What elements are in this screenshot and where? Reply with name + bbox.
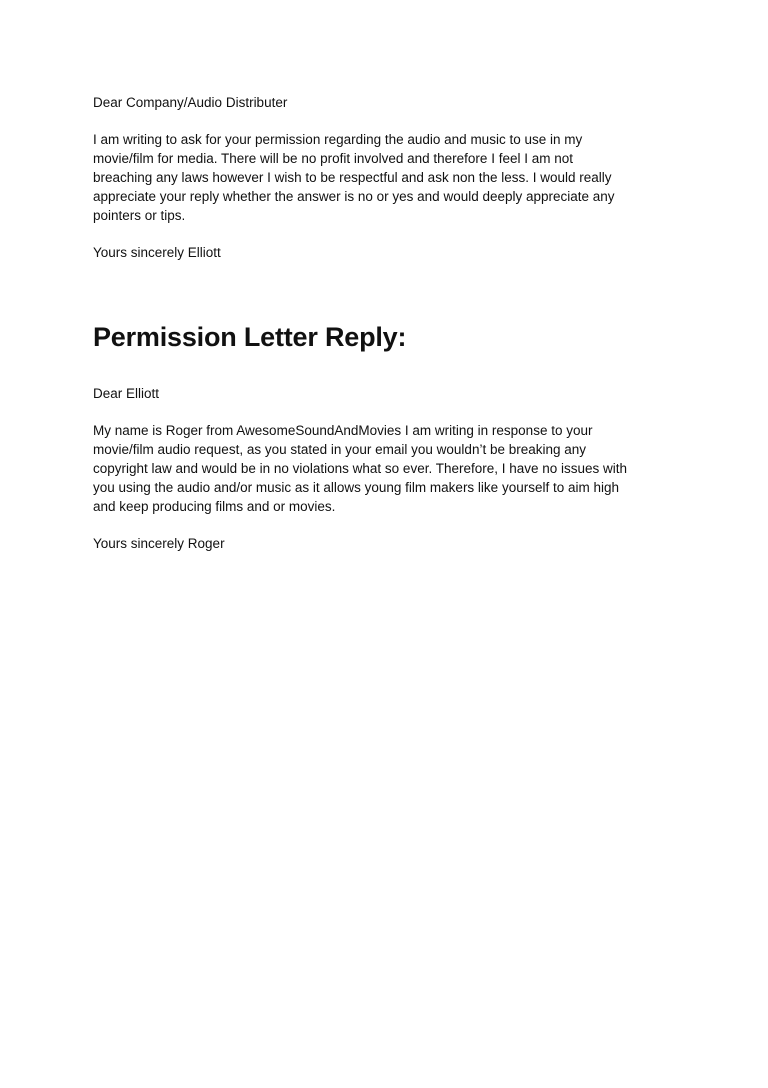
letter2-signoff: Yours sincerely Roger	[93, 536, 225, 551]
reply-heading: Permission Letter Reply:	[93, 322, 407, 352]
letter1-body-line: breaching any laws however I wish to be respectful and ask non the less. I would really	[93, 170, 612, 185]
letter1-salutation: Dear Company/Audio Distributer	[93, 95, 288, 110]
letter1-body-line: movie/film for media. There will be no profit involved and therefore I feel I am not	[93, 151, 573, 166]
letter1-body-line: pointers or tips.	[93, 208, 186, 223]
letter2-body-line: and keep producing films and or movies.	[93, 499, 336, 514]
letter2-body-line: copyright law and would be in no violations what so ever. Therefore, I have no issues with	[93, 461, 628, 476]
letter2-body-line: movie/film audio request, as you stated in your email you wouldn’t be breaking any	[93, 442, 587, 457]
letter1-signoff: Yours sincerely Elliott	[93, 245, 221, 260]
letter2-body-line: My name is Roger from AwesomeSoundAndMovies I am writing in response to your	[93, 423, 593, 438]
letter2-body-line: you using the audio and/or music as it allows young film makers like yourself to aim high	[93, 480, 619, 495]
letter2-salutation: Dear Elliott	[93, 386, 160, 401]
letter1-body-line: appreciate your reply whether the answer is no or yes and would deeply appreciate any	[93, 189, 615, 204]
document-content	[93, 93, 673, 553]
letter1-body	[93, 130, 673, 225]
letter1-body-line: I am writing to ask for your permission regarding the audio and music to use in my	[93, 132, 583, 147]
letter2-body	[93, 421, 673, 516]
